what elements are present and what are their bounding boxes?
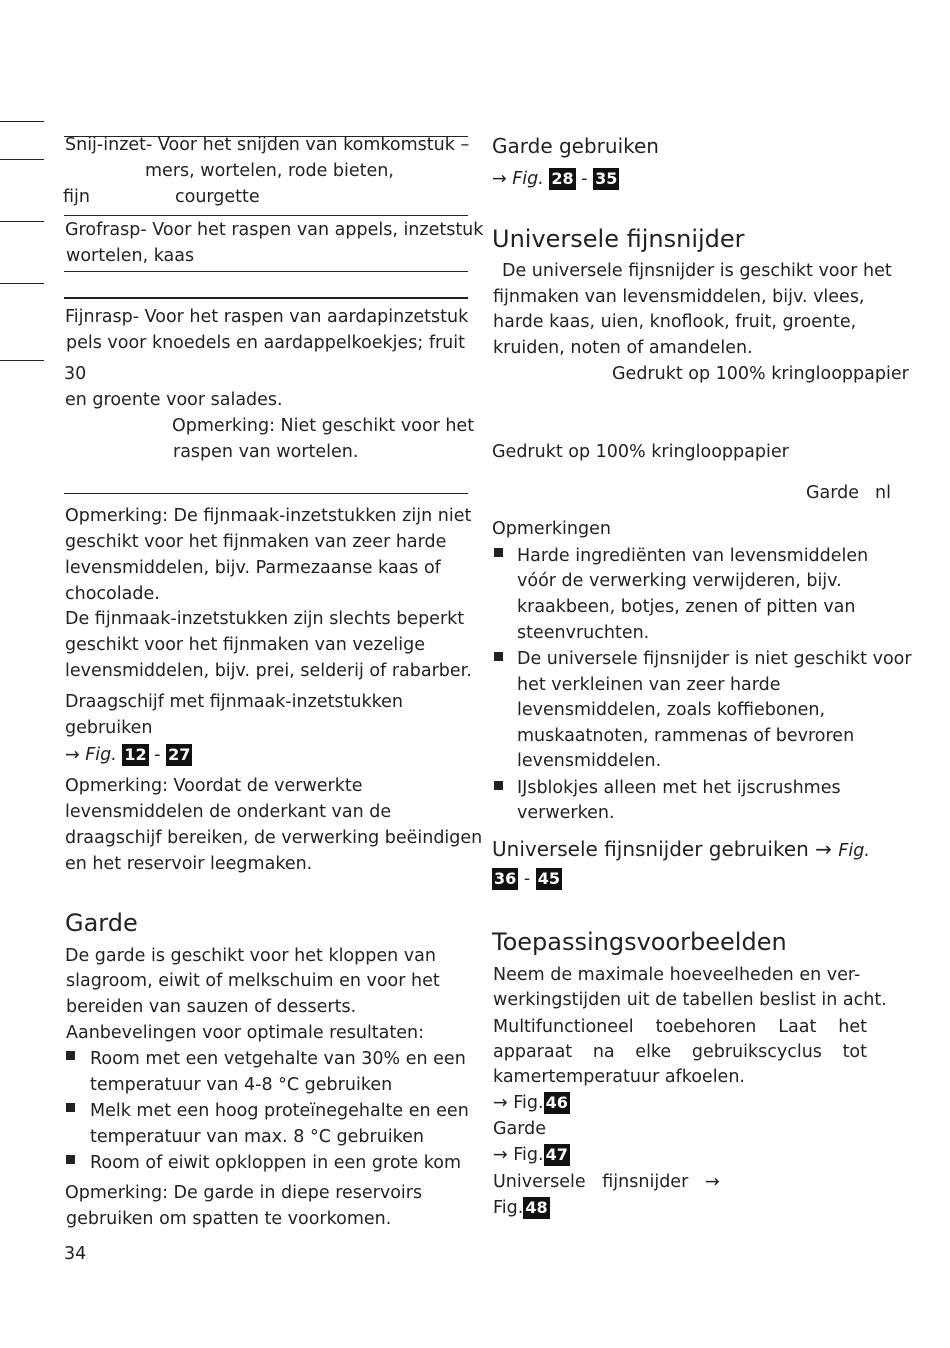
table-row3-note2: raspen van wortelen. <box>173 442 359 462</box>
fig-number: 36 <box>494 869 517 888</box>
ufs-use-heading <box>492 836 870 864</box>
bullet-square <box>494 652 503 661</box>
garde-intro-line: De garde is geschikt voor het kloppen van <box>65 946 436 966</box>
section-title-garde: Garde <box>65 909 138 937</box>
margin-rule <box>0 283 44 284</box>
note-line: chocolade. <box>65 584 160 604</box>
section-title-universele-fijnsnijder: Universele fijnsnijder <box>492 225 745 253</box>
draagschijf-heading-line2: gebruiken <box>65 718 153 738</box>
garde-intro-line: Aanbevelingen voor optimale resultaten: <box>66 1023 425 1043</box>
garde-use-heading: Garde gebruiken <box>492 134 659 158</box>
remark-line: verwerken. <box>517 803 615 823</box>
page-number: 34 <box>64 1244 87 1264</box>
fig-number: 27 <box>168 745 191 764</box>
table-row3-line4: en groente voor salades. <box>65 390 283 410</box>
table-row2-line1: Grofrasp- Voor het raspen van appels, inzetstuk <box>65 220 484 240</box>
examples-line: Neem de maximale hoeveelheden en ver- <box>493 965 861 985</box>
garde-bullet-line: Room met een vetgehalte van 30% en een <box>90 1049 466 1069</box>
note-line: levensmiddelen, bijv. Parmezaanse kaas of <box>65 558 441 578</box>
note-line: en het reservoir leegmaken. <box>65 854 313 874</box>
garde-bullet-line: Room of eiwit opkloppen in een grote kom <box>90 1153 461 1173</box>
fig-prefix: Fig. <box>838 841 870 861</box>
garde-note-line: gebruiken om spatten te voorkomen. <box>66 1209 392 1229</box>
figure-reference <box>492 166 619 192</box>
table-row3-line2: pels voor knoedels en aardappelkoekjes; fruit <box>66 333 465 353</box>
running-header-section: Garde <box>806 483 860 503</box>
fig-number: 35 <box>595 169 618 188</box>
note-line: geschikt voor het fijnmaken van vezelige <box>65 635 426 655</box>
note-line: draagschijf bereiken, de verwerking beëindigen <box>65 828 483 848</box>
table-row1-line1: Snij-inzet- Voor het snijden van komkomstuk – <box>65 135 470 155</box>
margin-rule <box>0 360 44 361</box>
garde-note-line: Opmerking: De garde in diepe reservoirs <box>65 1183 423 1203</box>
ufs-use-title: Universele fijnsnijder gebruiken <box>492 837 809 861</box>
examples-line: werkingstijden uit de tabellen beslist in acht. <box>493 990 887 1010</box>
garde-bullet-line: Melk met een hoog proteïnegehalte en een <box>90 1101 469 1121</box>
fig-number: 45 <box>537 869 561 888</box>
running-header-lang: nl <box>875 483 891 503</box>
remark-line: De universele fijnsnijder is niet geschikt voor <box>517 649 912 669</box>
table-row1-line3b: courgette <box>175 187 260 207</box>
section-title-examples: Toepassingsvoorbeelden <box>492 928 787 956</box>
remark-line: IJsblokjes alleen met het ijscrushmes <box>517 778 841 798</box>
garde-bullet-line: temperatuur van max. 8 °C gebruiken <box>90 1127 424 1147</box>
figure-reference <box>493 1090 570 1116</box>
printed-note: Gedrukt op 100% kringlooppapier <box>612 364 909 384</box>
margin-rule <box>0 121 44 122</box>
draagschijf-heading-line1: Draagschijf met fijnmaak-inzetstukken <box>65 692 404 712</box>
figure-reference <box>493 1142 570 1168</box>
bullet-square <box>494 548 503 557</box>
margin-rule <box>0 159 44 160</box>
note-line: Opmerking: Voordat de verwerkte <box>65 776 363 796</box>
ufs-line: De universele fijnsnijder is geschikt voor het <box>502 261 892 281</box>
garde-bullet-line: temperatuur van 4-8 °C gebruiken <box>90 1075 393 1095</box>
table-row3-line3: 30 <box>64 364 87 384</box>
table-rule <box>64 493 468 494</box>
fig-prefix: → Fig. <box>65 745 117 765</box>
fig-prefix: Fig. <box>493 1198 524 1218</box>
fig-dash: - <box>154 745 161 765</box>
table-row2-line2: wortelen, kaas <box>66 246 195 266</box>
bullet-square <box>66 1051 75 1060</box>
examples-ufs: Universele fijnsnijder → <box>493 1172 720 1192</box>
fig-number: 47 <box>545 1145 568 1164</box>
table-rule <box>64 297 468 299</box>
fig-prefix: → Fig. <box>493 1145 544 1165</box>
figure-reference <box>493 1195 550 1221</box>
remark-line: vóór de verwerking verwijderen, bijv. <box>517 571 842 591</box>
ufs-line: fijnmaken van levensmiddelen, bijv. vlees, <box>493 287 865 307</box>
margin-rule <box>0 221 44 222</box>
fig-number: 48 <box>525 1198 548 1217</box>
examples-garde: Garde <box>493 1119 547 1139</box>
bullet-square <box>66 1103 75 1112</box>
examples-line: kamertemperatuur afkoelen. <box>493 1067 745 1087</box>
fig-dash: - <box>581 169 588 189</box>
bullet-square <box>494 781 503 790</box>
note-line: levensmiddelen de onderkant van de <box>65 802 392 822</box>
fig-number: 46 <box>545 1093 568 1112</box>
fig-prefix: → Fig. <box>493 1093 544 1113</box>
ufs-line: kruiden, noten of amandelen. <box>493 338 753 358</box>
figure-reference <box>65 742 192 768</box>
arrow: → <box>815 837 832 861</box>
remark-line: kraakbeen, botjes, zenen of pitten van <box>517 597 856 617</box>
fig-prefix: → Fig. <box>492 169 544 189</box>
printed-note: Gedrukt op 100% kringlooppapier <box>492 442 789 462</box>
examples-line: Multifunctioneel toebehoren Laat het <box>493 1017 867 1037</box>
bullet-square <box>66 1155 75 1164</box>
garde-intro-line: slagroom, eiwit of melkschuim en voor het <box>66 971 440 991</box>
remark-line: levensmiddelen. <box>517 751 662 771</box>
garde-intro-line: bereiden van sauzen of desserts. <box>66 997 357 1017</box>
fig-number: 28 <box>551 169 574 188</box>
table-row1-line2: mers, wortelen, rode bieten, <box>145 161 394 181</box>
remark-line: het verkleinen van zeer harde <box>517 675 781 695</box>
table-rule <box>64 271 468 272</box>
remarks-title: Opmerkingen <box>492 519 611 539</box>
table-row1-line3a: fijn <box>63 187 90 207</box>
table-rule <box>64 215 468 216</box>
note-line: levensmiddelen, bijv. prei, selderij of rabarber. <box>65 661 472 681</box>
figure-reference <box>492 866 562 892</box>
ufs-line: harde kaas, uien, knoflook, fruit, groente, <box>493 312 857 332</box>
table-row3-note1: Opmerking: Niet geschikt voor het <box>172 416 475 436</box>
examples-line: apparaat na elke gebruikscyclus tot <box>493 1042 867 1062</box>
remark-line: steenvruchten. <box>517 623 650 643</box>
note-line: Opmerking: De fijnmaak-inzetstukken zijn niet <box>65 506 472 526</box>
remark-line: levensmiddelen, zoals koffiebonen, <box>517 700 826 720</box>
fig-dash: - <box>523 869 531 889</box>
table-row3-line1: Fijnrasp- Voor het raspen van aardapinzetstuk <box>65 307 469 327</box>
fig-number: 12 <box>124 745 147 764</box>
remark-line: Harde ingrediënten van levensmiddelen <box>517 546 869 566</box>
note-line: geschikt voor het fijnmaken van zeer harde <box>65 532 447 552</box>
remark-line: muskaatnoten, rammenas of bevroren <box>517 726 855 746</box>
note-line: De fijnmaak-inzetstukken zijn slechts beperkt <box>65 609 465 629</box>
